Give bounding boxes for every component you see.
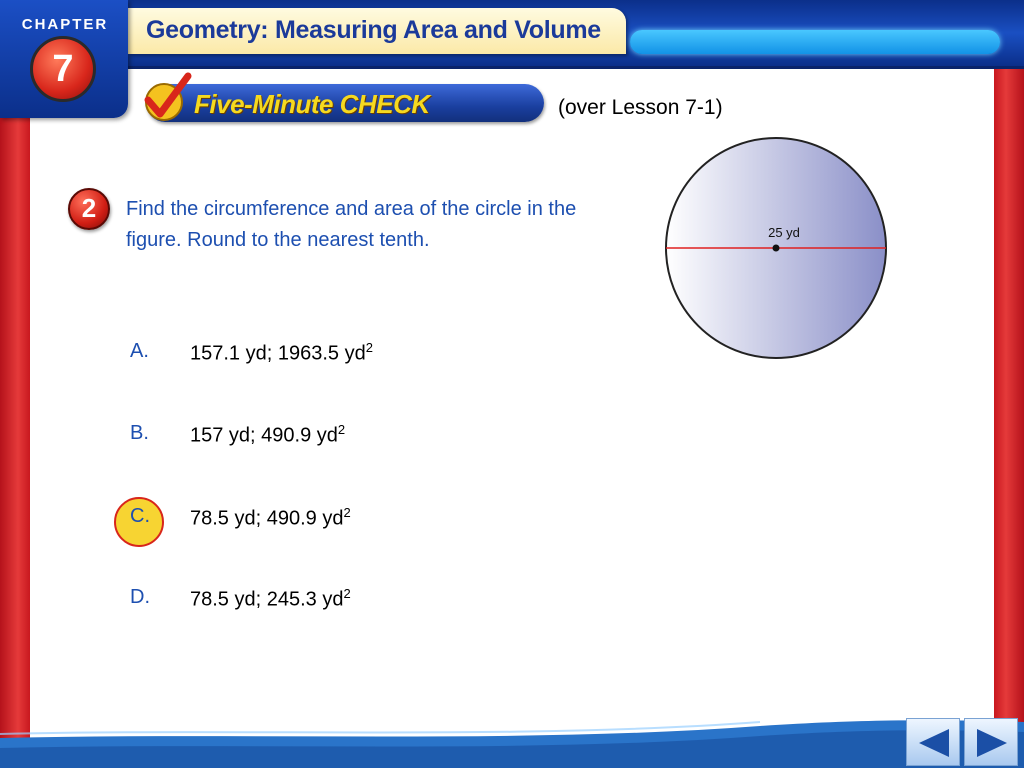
triangle-left-icon	[915, 725, 953, 761]
question-text: Find the circumference and area of the circle in the figure. Round to the nearest tenth.	[126, 198, 577, 251]
bottom-wave-decoration	[0, 714, 1024, 768]
previous-slide-button[interactable]	[906, 718, 960, 766]
chapter-number: 7	[30, 36, 96, 102]
center-point	[773, 245, 780, 252]
choice-letter: D.	[130, 586, 150, 608]
chapter-label: CHAPTER	[21, 16, 109, 33]
next-slide-button[interactable]	[964, 718, 1018, 766]
answer-choice-b[interactable]	[130, 422, 550, 452]
header-glow-decoration	[630, 30, 1000, 54]
answer-choice-d[interactable]	[130, 586, 550, 616]
answer-choice-c[interactable]	[130, 505, 550, 535]
diameter-label: 25 yd	[768, 225, 800, 240]
choice-letter: B.	[130, 422, 149, 444]
checkmark-icon	[138, 70, 194, 126]
choice-text: 78.5 yd; 245.3 $yd^2$	[190, 586, 351, 611]
circle-figure	[660, 132, 892, 364]
five-minute-check-label: Five-Minute CHECK	[194, 89, 430, 119]
answer-choice-a[interactable]	[130, 340, 550, 370]
choice-text: 157.1 yd; 1963.5 $yd^2$	[190, 340, 373, 365]
right-frame-border	[994, 60, 1024, 768]
page-title: Geometry: Measuring Area and Volume	[146, 16, 601, 44]
left-frame-border	[0, 60, 30, 768]
chapter-badge	[0, 0, 128, 118]
choice-text: 78.5 yd; 490.9 $yd^2$	[190, 505, 351, 530]
lesson-reference: (over Lesson 7-1)	[558, 96, 723, 119]
choice-letter: C.	[130, 505, 150, 527]
question-number-badge: 2	[68, 188, 110, 230]
triangle-right-icon	[973, 725, 1011, 761]
choice-text: 157 yd; 490.9 $yd^2$	[190, 422, 346, 447]
choice-letter: A.	[130, 340, 149, 362]
